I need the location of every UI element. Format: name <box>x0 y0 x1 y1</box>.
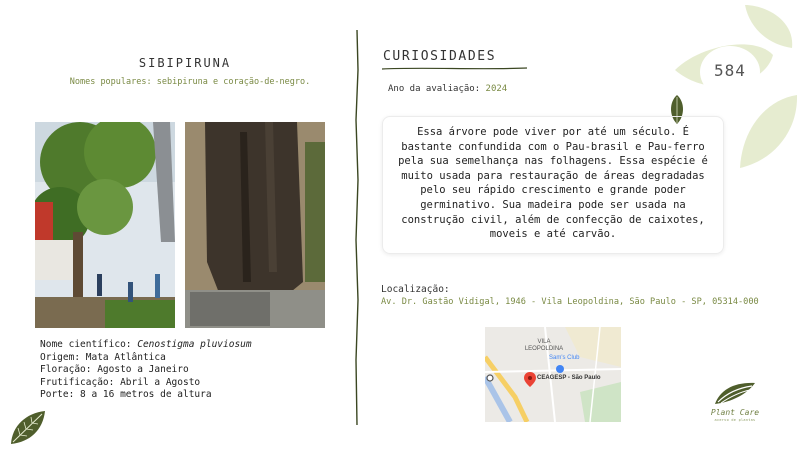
scientific-name: Nome científico: Cenostigma pluviosum <box>40 339 252 350</box>
leaf-top <box>745 5 792 48</box>
section-divider <box>353 30 361 425</box>
curiosities-title: CURIOSIDADES <box>383 49 497 64</box>
fruiting: Frutificação: Abril a Agosto <box>40 376 201 388</box>
trunk-photo <box>185 122 325 328</box>
title-underline <box>382 66 527 71</box>
tree-photo <box>35 122 175 328</box>
popular-names: Nomes populares: sebipiruna e coração-de-negro. <box>69 77 311 87</box>
brand-name: Plant Care <box>710 408 760 417</box>
brand-tagline: acervo de plantas <box>714 418 756 422</box>
tree-size: Porte: 8 a 16 metros de altura <box>40 389 212 400</box>
species-title: SIBIPIRUNA <box>138 56 232 70</box>
location-map[interactable] <box>485 327 621 422</box>
store-marker <box>556 365 564 373</box>
origin: Origem: Mata Atlântica <box>40 351 166 363</box>
leaf-bottom <box>740 95 797 168</box>
location-address[interactable]: Av. Dr. Gastão Vidigal, 1946 - Vila Leopoldina, São Paulo - SP, 05314-000 <box>381 297 759 307</box>
record-number: 584 <box>714 61 746 80</box>
map-district-label: VILA LEOPOLDINA <box>524 339 564 352</box>
leaf-icon <box>8 408 48 446</box>
map-destination-label: CEAGESP - São Paulo <box>537 375 601 381</box>
species-facts <box>40 339 252 402</box>
plant-care-logo <box>712 380 758 408</box>
evaluation-year: Ano da avaliação: 2024 <box>388 84 508 94</box>
flowering: Floração: Agosto a Janeiro <box>40 364 189 375</box>
curiosities-text: Essa árvore pode viver por até um século. É bastante confundida com o Pau-brasil e Pau-ferro pela sua semelhança nas folhagens. Essa espécie é muito usada para restauração de áreas degradadas pelo seu rápido crescimento e grande poder germinativo. Sua madeira pode ser usada na construção civil, além de confecção de caixotes, moveis e até carvão. <box>382 116 724 254</box>
map-poi-label: Sam's Club <box>549 355 580 361</box>
location-label: Localização: <box>381 284 450 295</box>
